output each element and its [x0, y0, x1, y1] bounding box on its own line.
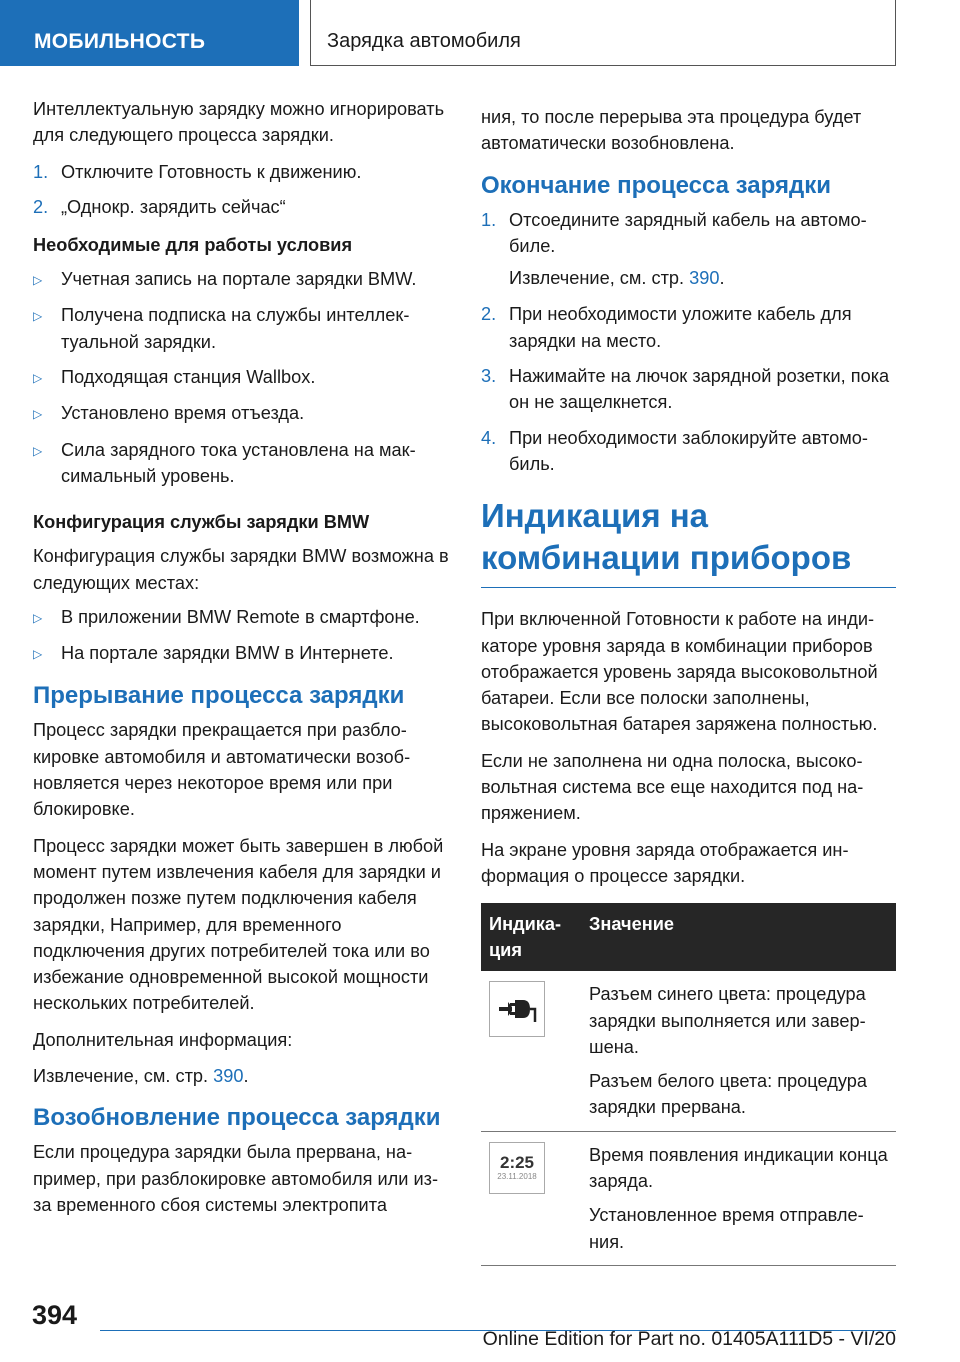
- header-chapter: Зарядка автомобиля: [310, 0, 896, 66]
- table-row: 2:25 23.11.2018 Время появления индикации конца заряда. Установленное время отправления.: [481, 1131, 896, 1265]
- triangle-right-icon: ▷: [33, 647, 43, 662]
- footer-edition: Online Edition for Part no. 01405A111D5 - VI/20: [482, 1328, 896, 1350]
- indication-p3: На экране уровня заряда отображается информация о процессе зарядки.: [481, 839, 849, 886]
- end-title: Окончание процесса зарядки: [481, 171, 831, 199]
- table-header-row: [481, 903, 896, 971]
- left-column: [33, 96, 451, 1228]
- config-item: ▷ На портале зарядки BMW в Интернете.: [33, 640, 451, 667]
- triangle-right-icon: ▷: [33, 443, 43, 458]
- triangle-right-icon: ▷: [33, 407, 43, 422]
- page-number: 394: [32, 1300, 78, 1330]
- end-step: 4. При необходимости заблокируйте автомобиль.: [481, 427, 868, 474]
- right-column: [481, 104, 896, 1266]
- triangle-right-icon: ▷: [33, 273, 43, 288]
- resume-text: Если процедура зарядки была прервана, например, при разблокировке автомобиля или из-за временного сбоя системы электропита: [33, 1142, 439, 1215]
- requirement-item: ▷ Установлено время отъезда.: [33, 400, 451, 427]
- page-link-390[interactable]: 390: [213, 1066, 244, 1087]
- indication-p2: Если не заполнена ни одна полоска, высоковольтная система все еще находится под напряжением.: [481, 750, 864, 824]
- table-header-meaning: Значение: [581, 903, 896, 971]
- requirement-item: ▷ Получена подписка на службы интеллектуальной зарядки.: [33, 302, 451, 355]
- step-2: 2. „Однокр. зарядить сейчас“: [33, 196, 286, 217]
- indication-p1: При включенной Готовности к работе на индикаторе уровня заряда в комбинации приборов отображается уровень заряда высоковольтной батареи. Если все полоски заполнены, высоковольтная батарея заряжена полностью.: [481, 609, 878, 735]
- page-link-390[interactable]: 390: [689, 268, 720, 289]
- interrupt-title: Прерывание процесса зарядки: [33, 682, 405, 710]
- end-step: 2. При необходимости уложите кабель для зарядки на место.: [481, 304, 852, 351]
- requirement-item: ▷ Учетная запись на портале зарядки BMW.: [33, 266, 451, 293]
- table-header-indication: Индикация: [481, 903, 581, 971]
- config-heading: Конфигурация службы зарядки BMW: [33, 512, 370, 533]
- config-item: ▷ В приложении BMW Remote в смартфоне.: [33, 604, 451, 631]
- indication-title: Индикация на комбинации приборов: [481, 495, 896, 588]
- intro-text: Интеллектуальную зарядку можно игнорировать для следующего процесса зарядки.: [33, 99, 445, 146]
- interrupt-p3: Дополнительная информация:: [33, 1029, 293, 1050]
- triangle-right-icon: ▷: [33, 610, 43, 625]
- header-section: МОБИЛЬНОСТЬ: [0, 0, 299, 66]
- step-1: 1. Отключите Готовность к движению.: [33, 161, 362, 182]
- interrupt-p2: Процесс зарядки может быть завершен в любой момент путем извлечения кабеля для зарядки и продолжен позже путем подключения кабеля зарядки, Например, для временного подключения других потребителей тока или во избежание одновременной высокой мощности нескольких потребителей.: [33, 835, 444, 1014]
- interrupt-p1: Процесс зарядки прекращается при разблокировке автомобиля и автоматически возобновляется через некоторое время или при блокировке.: [33, 720, 411, 820]
- config-text: Конфигурация службы зарядки BMW возможна в следующих местах:: [33, 546, 449, 593]
- triangle-right-icon: ▷: [33, 309, 43, 324]
- interrupt-ref: Извлечение, см. стр. 390.: [33, 1066, 249, 1087]
- clock-display-icon: 2:25 23.11.2018: [489, 1142, 545, 1194]
- requirement-item: ▷ Сила зарядного тока установлена на максимальный уровень.: [33, 437, 451, 490]
- end-step-1: 1. Отсоедините зарядный кабель на автомобиле.: [481, 209, 867, 256]
- resume-continued: ния, то после перерыва эта процедура будет автоматически возобновлена.: [481, 107, 862, 154]
- triangle-right-icon: ▷: [33, 371, 43, 386]
- indication-table: [481, 903, 896, 1266]
- resume-title: Возобновление процесса зарядки: [33, 1104, 441, 1132]
- requirement-item: ▷ Подходящая станция Wallbox.: [33, 364, 451, 391]
- table-row: Разъем синего цвета: процедура зарядки выполняется или завершена. Разъем белого цвета: процедура зарядки прервана.: [481, 971, 896, 1131]
- end-step: 3. Нажимайте на лючок зарядной розетки, пока он не защелкнется.: [481, 366, 890, 413]
- charging-plug-icon: [489, 981, 545, 1037]
- requirements-heading: Необходимые для работы условия: [33, 235, 353, 256]
- end-ref: Извлечение, см. стр. 390.: [509, 268, 725, 289]
